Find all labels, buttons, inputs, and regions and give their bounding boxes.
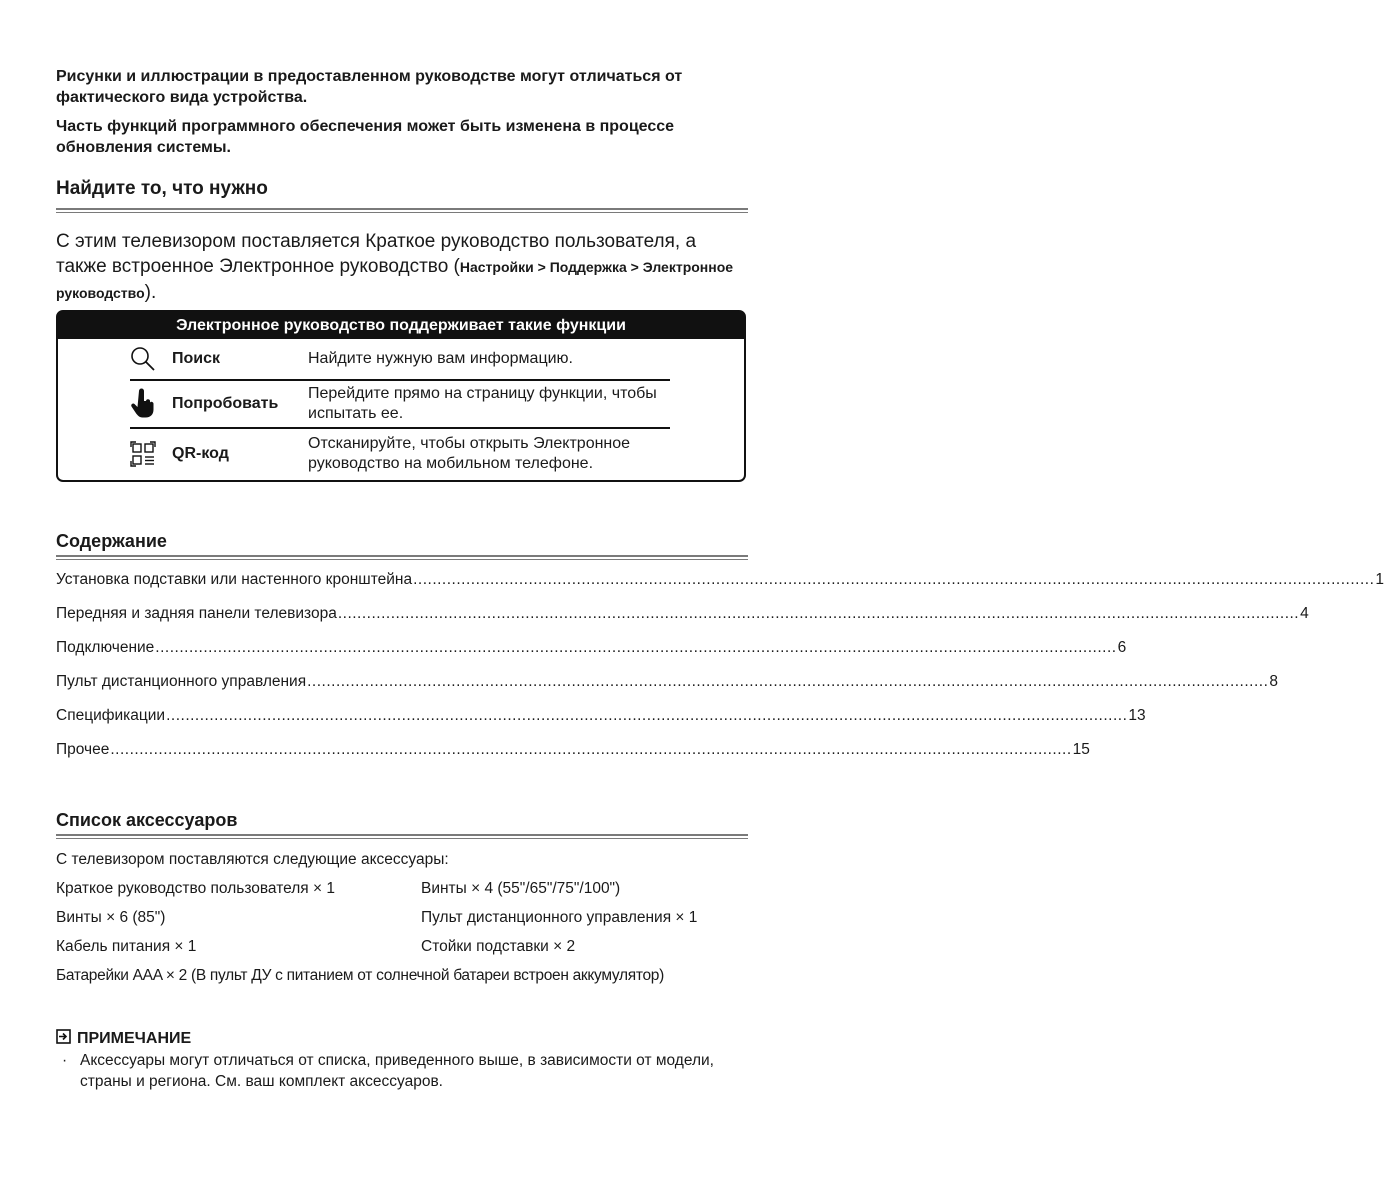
toc-leader-dots: ........................................................................................................................................................................................................ [307, 673, 1269, 690]
toc-leader-dots: ........................................................................................................................................................................................................ [413, 571, 1375, 588]
toc-item[interactable] [56, 605, 1309, 639]
toc-item-title: Прочее [56, 741, 110, 758]
toc-item[interactable] [56, 639, 1127, 673]
feature-desc: Найдите нужную вам информацию. [308, 350, 573, 367]
toc-leader-dots: ........................................................................................................................................................................................................ [166, 707, 1128, 724]
accessory-row [56, 938, 748, 967]
toc-item[interactable] [56, 673, 1279, 707]
accessory-row [56, 880, 748, 909]
note-bullet: · [62, 1052, 68, 1069]
eguide-features-box [56, 310, 746, 482]
toc-item-title: Спецификации [56, 707, 166, 724]
note-arrow-icon [56, 1029, 77, 1049]
toc-leader-dots: ........................................................................................................................................................................................................ [155, 639, 1117, 656]
intro-line-1: Рисунки и иллюстрации в предоставленном руководстве могут отличаться от фактического вида устройства. [56, 68, 683, 106]
feature-desc: Отсканируйте, чтобы открыть Электронное руководство на мобильном телефоне. [308, 435, 631, 472]
find-description [56, 229, 748, 306]
accessory-item: Винты × 4 (55"/65"/75"/100") [421, 880, 621, 897]
toc-item-title: Пульт дистанционного управления [56, 673, 307, 690]
toc-list [56, 571, 1384, 775]
note-body [56, 1050, 748, 1092]
toc-item[interactable] [56, 741, 1090, 775]
toc-leader-dots: ........................................................................................................................................................................................................ [110, 741, 1072, 758]
toc-item-page: 6 [1117, 639, 1127, 656]
feature-row-try [130, 381, 670, 429]
toc-item-title: Передняя и задняя панели телевизора [56, 605, 337, 622]
accessory-item: Винты × 6 (85") [56, 909, 166, 926]
search-icon [130, 346, 172, 372]
toc-item-title: Установка подставки или настенного кронштейна [56, 571, 413, 588]
toc-item[interactable] [56, 571, 1384, 605]
accessories-rule [56, 834, 748, 839]
find-section-title: Найдите то, что нужно [56, 178, 268, 199]
accessory-batteries: Батарейки AAA × 2 (В пульт ДУ с питанием от солнечной батареи встроен аккумулятор) [56, 967, 664, 984]
eguide-header: Электронное руководство поддерживает такие функции [58, 312, 744, 339]
feature-row-search [130, 339, 670, 381]
find-text-end: ). [144, 282, 157, 303]
feature-name: Попробовать [172, 395, 279, 412]
toc-item-title: Подключение [56, 639, 155, 656]
toc-item-page: 15 [1072, 741, 1090, 758]
hand-pointer-icon [130, 389, 172, 419]
accessories-intro: С телевизором поставляются следующие аксессуары: [56, 851, 449, 868]
intro-disclaimer [56, 66, 748, 166]
find-section-rule [56, 208, 748, 213]
feature-name: QR-код [172, 445, 229, 462]
toc-leader-dots: ........................................................................................................................................................................................................ [337, 605, 1300, 622]
accessory-item: Стойки подставки × 2 [421, 938, 576, 955]
note-heading [56, 1029, 191, 1049]
accessory-item: Краткое руководство пользователя × 1 [56, 880, 335, 897]
find-text-main: С этим телевизором поставляется Краткое руководство пользователя, а также встроенное Электронное руководство ( [56, 231, 697, 277]
toc-item[interactable] [56, 707, 1146, 741]
toc-item-page: 13 [1128, 707, 1146, 724]
accessory-row [56, 909, 748, 938]
accessory-item: Кабель питания × 1 [56, 938, 197, 955]
note-text: Аксессуары могут отличаться от списка, приведенного выше, в зависимости от модели, страны и региона. См. ваш комплект аксессуаров. [80, 1052, 714, 1090]
accessory-item: Пульт дистанционного управления × 1 [421, 909, 698, 926]
accessories-list [56, 851, 748, 996]
toc-item-page: 1 [1375, 571, 1384, 588]
qr-code-icon [130, 441, 172, 467]
toc-item-page: 8 [1269, 673, 1279, 690]
toc-item-page: 4 [1300, 605, 1309, 622]
feature-row-qr [130, 429, 670, 479]
toc-rule [56, 555, 748, 560]
feature-desc: Перейдите прямо на страницу функции, чтобы испытать ее. [308, 385, 657, 422]
accessories-title: Список аксессуаров [56, 810, 238, 830]
intro-line-2: Часть функций программного обеспечения может быть изменена в процессе обновления системы. [56, 118, 675, 156]
find-text-path: Настройки > Поддержка > Электронное руководство [56, 259, 734, 301]
feature-name: Поиск [172, 350, 221, 367]
toc-title: Содержание [56, 531, 167, 551]
note-title: ПРИМЕЧАНИЕ [77, 1030, 192, 1047]
